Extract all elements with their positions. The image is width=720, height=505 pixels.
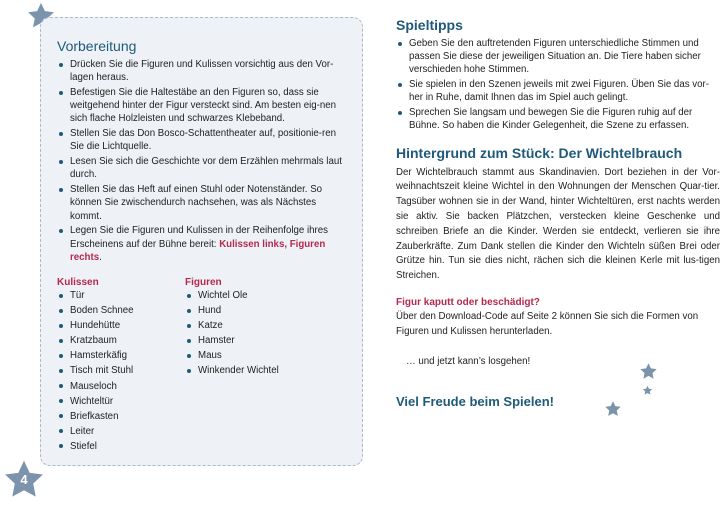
- list-item: Wichtel Ole: [185, 289, 313, 302]
- list-item: Hund: [185, 304, 313, 317]
- have-fun-text: Viel Freude beim Spielen!: [396, 393, 554, 409]
- right-column: [396, 17, 720, 409]
- list-item: Hundehütte: [57, 319, 185, 332]
- props-columns: [57, 277, 348, 455]
- figuren-column: [185, 277, 313, 455]
- tips-title: Spieltipps: [396, 17, 463, 33]
- background-text: Der Wichtelbrauch stammt aus Skandinavien. Dort beziehen in der Vor-weihnachtszeit kleine Wichtel in den Wohnungen der Menschen Quar-tier. Tagsüber wohnen sie in der Wand, hinter Wichteltüren, erst nachts werden sie aktiv. Sie backen Plätzchen, verstecken kleine Geschenke und schreiben Briefe an die Kinder. Werden sie entdeckt, verlieren sie ihre Zauberkräfte. Zum Dank stellen die Kinder den Wichteln süßen Brei oder Grütze hin. Tun sie dies nicht, rächen sich die kleinen Kerle mit lus-tigen Streichen.: [396, 166, 720, 282]
- list-item: Tür: [57, 289, 185, 302]
- broken-figure-text: Über den Download-Code auf Seite 2 können Sie sich die Formen von Figuren und Kulissen herunterladen.: [396, 310, 699, 337]
- broken-figure-title: Figur kaputt oder beschädigt?: [396, 296, 540, 308]
- list-item: Tisch mit Stuhl: [57, 364, 185, 377]
- background-title: Hintergrund zum Stück: Der Wichtelbrauch: [396, 144, 683, 161]
- lets-go-text: … und jetzt kann’s losgehen!: [406, 355, 531, 367]
- list-item: Katze: [185, 319, 313, 332]
- page-number-badge: [2, 458, 46, 502]
- list-item: Sie spielen in den Szenen jeweils mit zwei Figuren. Üben Sie das vor-her in Ruhe, damit Ihnen das im Spiel auch gelingt.: [396, 78, 720, 104]
- preparation-list: [57, 58, 348, 264]
- list-item: Drücken Sie die Figuren und Kulissen vorsichtig aus den Vor-lagen heraus.: [57, 58, 348, 84]
- list-item-text: Legen Sie die Figuren und Kulissen in der Reihenfolge ihres Erscheinens auf der Bühne bereit:: [70, 225, 328, 250]
- list-item: Hamsterkäfig: [57, 349, 185, 362]
- kulissen-list: [57, 289, 185, 453]
- preparation-title: Vorbereitung: [57, 38, 137, 54]
- preparation-box: [40, 17, 363, 466]
- list-item: Briefkasten: [57, 410, 185, 423]
- list-item: [57, 224, 348, 264]
- list-item: Maus: [185, 349, 313, 362]
- list-item: Sprechen Sie langsam und bewegen Sie die Figuren ruhig auf der Bühne. So haben die Kinder Gelegenheit, die Szene zu erfassen.: [396, 106, 720, 132]
- list-item: Winkender Wichtel: [185, 364, 313, 377]
- kulissen-column: [57, 277, 185, 455]
- list-item-end: .: [99, 251, 102, 263]
- list-item: Hamster: [185, 334, 313, 347]
- list-item: Mauseloch: [57, 380, 185, 393]
- highlight-figuren: Figuren rechts: [70, 238, 326, 263]
- list-item: Leiter: [57, 425, 185, 438]
- list-item: Stiefel: [57, 440, 185, 453]
- highlight-comma: ,: [284, 238, 290, 250]
- list-item: Lesen Sie sich die Geschichte vor dem Erzählen mehrmals laut durch.: [57, 155, 348, 181]
- list-item: Boden Schnee: [57, 304, 185, 317]
- list-item: Wichteltür: [57, 395, 185, 408]
- list-item: Stellen Sie das Don Bosco-Schattentheater auf, positionie-ren Sie die Lichtquelle.: [57, 127, 348, 153]
- figuren-list: [185, 289, 313, 378]
- list-item: Befestigen Sie die Haltestäbe an den Figuren so, dass sie weitgehend hinter der Figur versteckt sind. Am besten eig-nen sich flache Holzleisten und schwarzes Klebeband.: [57, 86, 348, 126]
- list-item: Kratzbaum: [57, 334, 185, 347]
- figuren-title: Figuren: [185, 277, 222, 289]
- kulissen-title: Kulissen: [57, 277, 99, 289]
- list-item: Geben Sie den auftretenden Figuren unterschiedliche Stimmen und passen Sie diese der jeweiligen Situation an. Die Tiere haben sicher verschieden hohe Stimmen.: [396, 37, 720, 77]
- list-item: Stellen Sie das Heft auf einen Stuhl oder Notenständer. So können Sie zwischendurch nachsehen, was als Nächstes kommt.: [57, 183, 348, 223]
- tips-list: [396, 37, 720, 133]
- page-number: 4: [20, 472, 28, 487]
- highlight-kulissen: Kulissen links: [219, 238, 285, 250]
